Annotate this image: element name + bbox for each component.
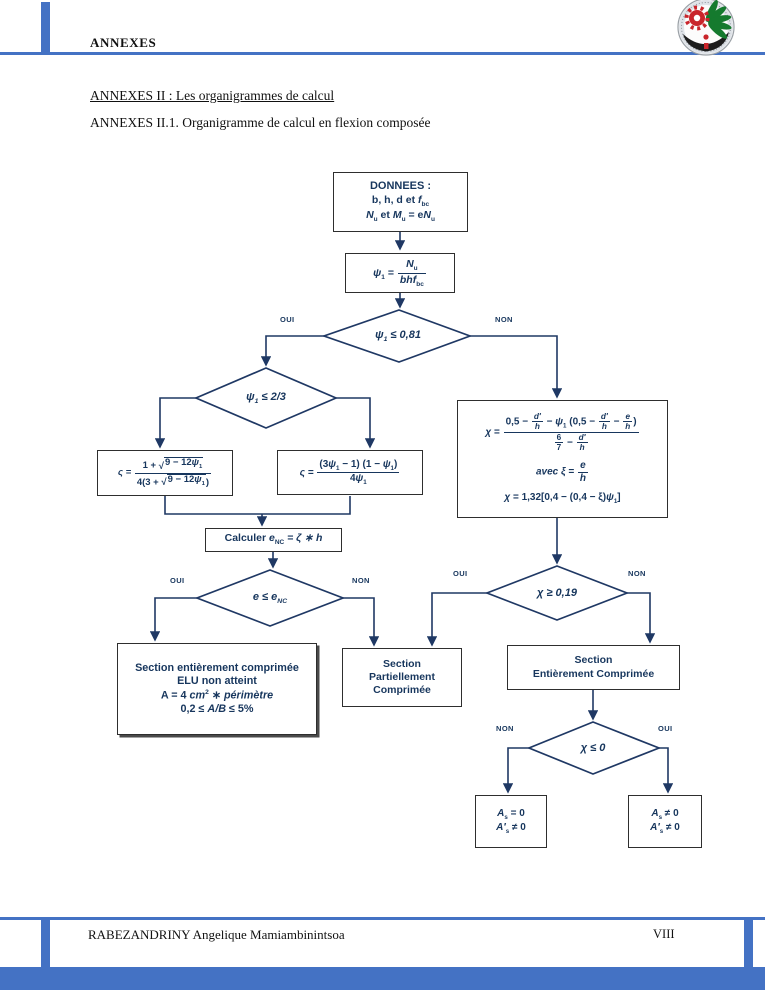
- chi-line2: avec ξ = $\frac{e}{h}$: [535, 460, 587, 484]
- annex-title: ANNEXES II : Les organigrammes de calcul: [90, 88, 335, 103]
- branch-oui-d4: OUI: [453, 569, 468, 578]
- donnees-line3: $N_u$ et $M_u = eN_u$: [366, 208, 435, 223]
- branch-non-d1: NON: [495, 315, 513, 324]
- section-partially-compressed-box: [342, 648, 462, 707]
- diamond-psi1-081-label: $\psi_1 \le 0,81$: [375, 328, 421, 344]
- zeta-formula-right-box: [277, 450, 423, 495]
- chi-line3: $\chi = 1,32[0,4 - (0,4 - \xi)\psi_1]$: [504, 492, 621, 506]
- branch-oui-d3: OUI: [170, 576, 185, 585]
- as-right-line1: $A_s \ne 0$: [651, 807, 679, 821]
- bottom-band: [0, 967, 765, 990]
- diamond-chi-019-label: χ ≥ 0,19: [537, 587, 577, 599]
- as-left-line1: $A_s = 0$: [497, 807, 525, 821]
- chi-line1: χ = 0,5 − $\frac{d'}{h}$ − $\psi_1$ (0,5 − $\frac{d'}{h}$ − $\frac{e}{h}$ ) $\frac{6}{7}$ − $\frac{d'}{h}$: [485, 411, 637, 453]
- zeta-formula-left-box: [97, 450, 233, 496]
- chi-formula-box: [457, 400, 668, 518]
- partial-line1: Section: [383, 657, 421, 670]
- branch-oui-d1: OUI: [280, 315, 295, 324]
- calc-enc-box: [205, 528, 342, 552]
- branch-non-d5: NON: [496, 724, 514, 733]
- calc-enc-formula: Calculer $e_{NC} = \zeta$ ∗ h: [224, 532, 323, 547]
- partial-line2: Partiellement: [369, 670, 435, 683]
- branch-non-d4: NON: [628, 569, 646, 578]
- psi1-formula-box: [345, 253, 455, 293]
- as-right-line2: $A'_s \ne 0$: [650, 821, 680, 835]
- full-line1: Section entièrement comprimée: [135, 661, 299, 674]
- entire-line1: Section: [574, 654, 613, 667]
- zeta-left-formula: ς = 1 + √ $9 - 12\psi_1$ 4(3 + √ $9 - 12\psi_1$ ): [117, 457, 210, 488]
- section-entirely-compressed-box: [507, 645, 680, 690]
- full-line4: 0,2 ≤ A/B ≤ 5%: [180, 702, 254, 715]
- donnees-title: DONNEES :: [369, 179, 432, 192]
- as-zero-box: [475, 795, 547, 848]
- psi1-formula: $\psi_1$ = $\frac{N_u}{bhf_{bc}}$: [373, 257, 424, 288]
- diamond-e-enc-label: $e \le e_{NC}$: [252, 590, 288, 606]
- footer-page-number: VIII: [653, 927, 675, 941]
- header-title: ANNEXES: [90, 35, 157, 50]
- full-line2: ELU non atteint: [177, 675, 257, 688]
- entire-line2: Entièrement Comprimée: [532, 667, 655, 680]
- as-nonzero-box: [628, 795, 702, 848]
- donnees-line2: b, h, d et $f_{bc}$: [371, 193, 430, 208]
- partial-line3: Comprimée: [373, 684, 431, 697]
- diamond-psi1-23-label: $\psi_1 \le 2/3$: [246, 390, 286, 406]
- section-fully-compressed-elu-box: [117, 643, 317, 735]
- diamond-chi-0-label: χ ≤ 0: [580, 742, 606, 754]
- as-left-line2: $A'_s \ne 0$: [496, 821, 526, 835]
- annex-subtitle: ANNEXES II.1. Organigramme de calcul en flexion composée: [90, 115, 431, 130]
- zeta-right-formula: ς = $\frac{(3\psi_1 - 1) (1 - \psi_1)}{4\psi_1}$: [299, 458, 398, 486]
- footer-rule: [0, 917, 765, 920]
- branch-non-d3: NON: [352, 576, 370, 585]
- full-line3: A = 4 $cm^2$ ∗ périmètre: [160, 688, 274, 702]
- footer-author: RABEZANDRINY Angelique Mamiambinintsoa: [88, 927, 345, 942]
- donnees-box: [333, 172, 468, 232]
- branch-oui-d5: OUI: [658, 724, 673, 733]
